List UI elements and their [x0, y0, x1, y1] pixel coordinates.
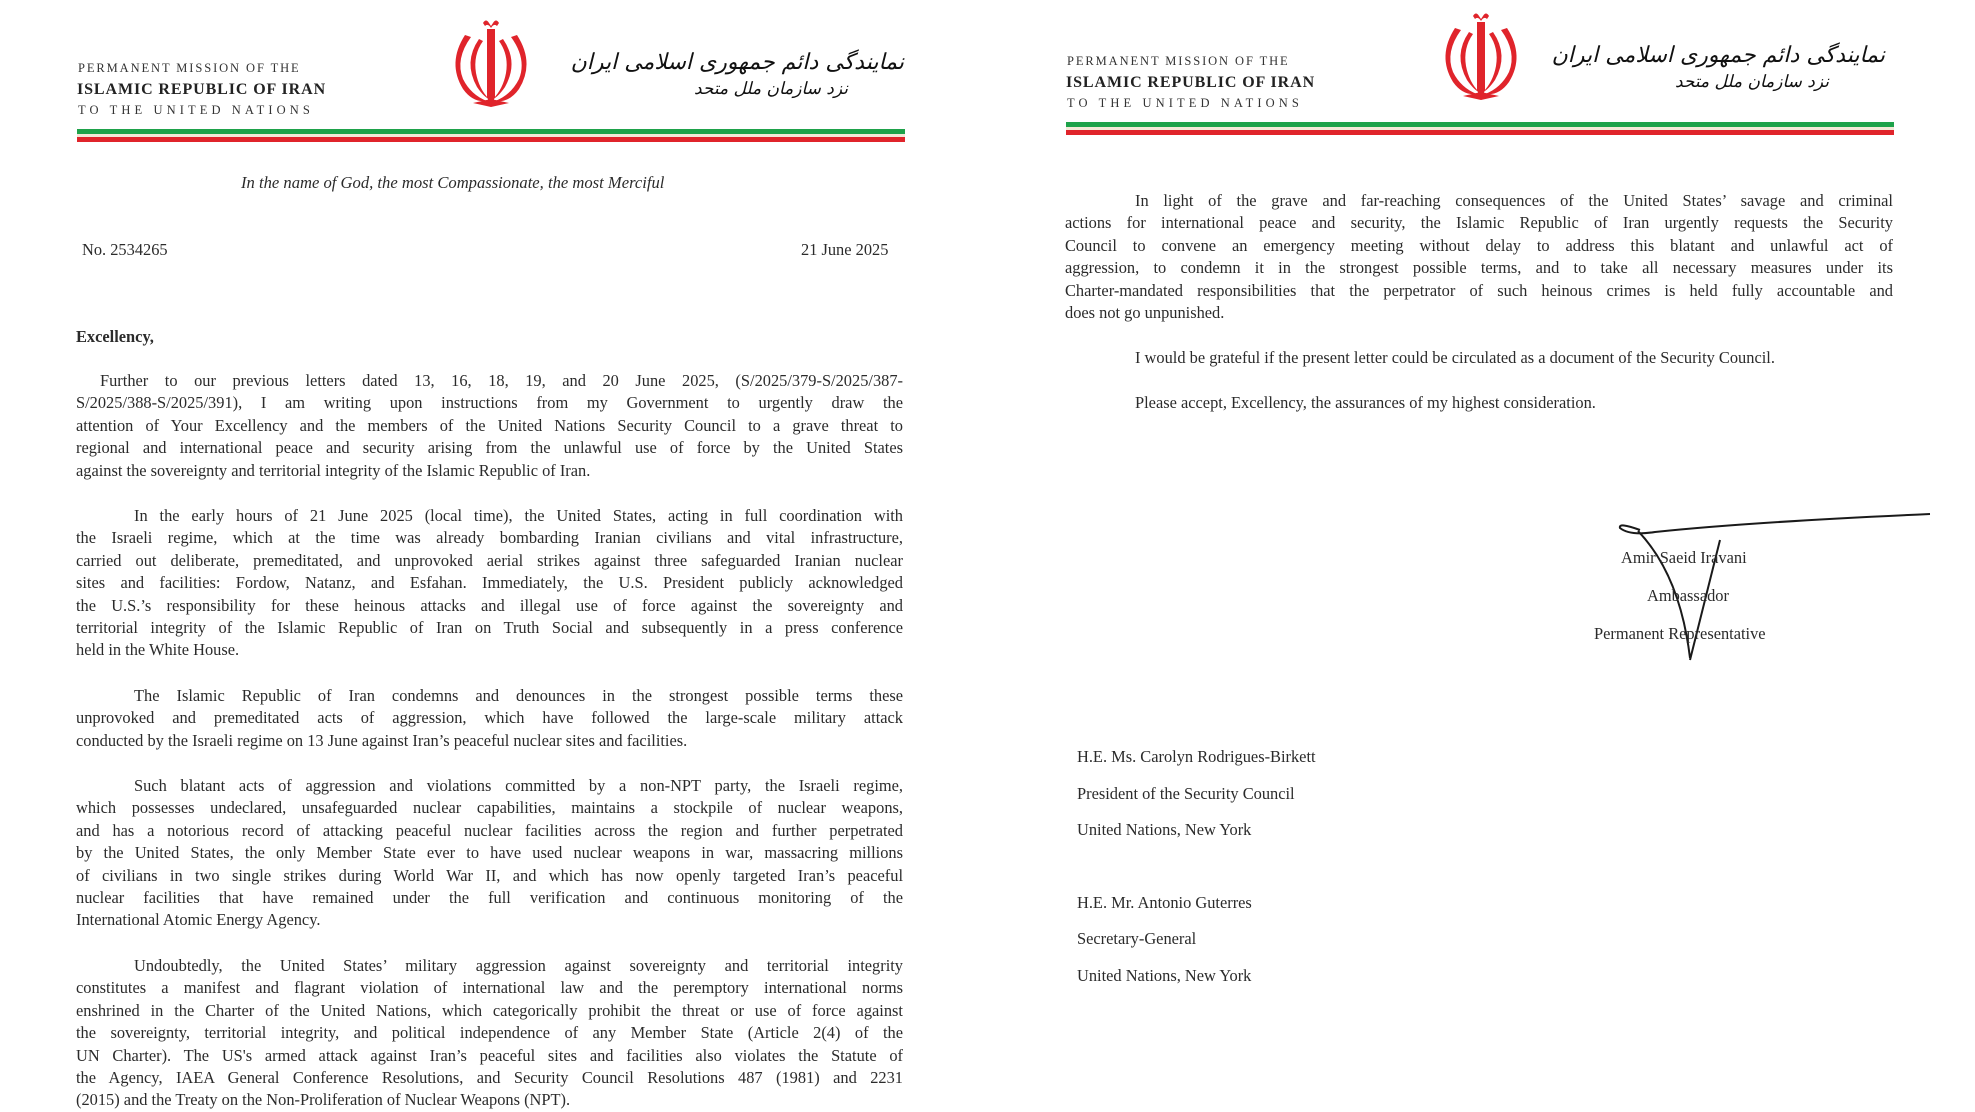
- text-line: the Israeli regime, which at the time was already bombarding Iranian civilians and vital infrastructure,: [76, 528, 903, 548]
- recipient-name: H.E. Ms. Carolyn Rodrigues-Birkett: [1077, 747, 1316, 766]
- recipient-location: United Nations, New York: [1077, 820, 1252, 839]
- letter-page-2: [990, 0, 1975, 1111]
- text-line: by the United States, the only Member State ever to have used nuclear weapons in war, massacring millions: [76, 843, 903, 863]
- flag-stripe-divider: [1066, 122, 1894, 136]
- invocation: In the name of God, the most Compassionate, the most Merciful: [241, 173, 665, 192]
- text-line: constitutes a manifest and flagrant violation of international law and the peremptory international norms: [76, 978, 903, 998]
- iran-emblem-icon: [443, 17, 539, 111]
- text-line: S/2025/388-S/2025/391), I am writing upon instructions from my Government to urgently draw the: [76, 393, 903, 413]
- flag-stripe-divider: [77, 129, 905, 143]
- text-line: aggression, to condemn it in the strongest possible terms, and to take all necessary measures under its: [1065, 258, 1893, 278]
- text-line: the sovereignty, territorial integrity, and political independence of any Member State (Article 2(4) of the: [76, 1023, 903, 1043]
- recipient-location: United Nations, New York: [1077, 966, 1252, 985]
- body-paragraph-7: I would be grateful if the present letter could be circulated as a document of the Security Council.: [1135, 348, 1775, 367]
- letterhead-persian-line-1: نمایندگی دائم جمهوری اسلامی ایران: [570, 50, 904, 75]
- text-line: territorial integrity of the Islamic Republic of Iran on Truth Social and subsequently in a press conference: [76, 617, 903, 637]
- signatory-title: Ambassador: [1647, 586, 1729, 605]
- letterhead-persian-line-1: نمایندگی دائم جمهوری اسلامی ایران: [1551, 43, 1885, 68]
- text-line: and has a notorious record of attacking peaceful nuclear facilities across the region and further perpetrated: [76, 820, 903, 840]
- letterhead-persian-line-2: نزد سازمان ملل متحد: [1674, 72, 1829, 92]
- letterhead-persian-line-2: نزد سازمان ملل متحد: [693, 79, 848, 99]
- text-line: In the early hours of 21 June 2025 (local time), the United States, acting in full coordination with: [134, 506, 903, 525]
- text-line: against the sovereignty and territorial integrity of the Islamic Republic of Iran.: [76, 460, 591, 480]
- salutation: Excellency,: [76, 327, 154, 346]
- text-line: (2015) and the Treaty on the Non-Proliferation of Nuclear Weapons (NPT).: [76, 1090, 571, 1110]
- text-line: the Agency, IAEA General Conference Resolutions, and Security Council Resolutions 487 (1981) and 2231: [76, 1067, 903, 1087]
- text-line: enshrined in the Charter of the United Nations, which categorically prohibit the threat or use of force against: [76, 1000, 903, 1020]
- reference-number: No. 2534265: [82, 240, 168, 259]
- text-line: nuclear facilities that have remained under the full verification and continuous monitoring of the: [76, 887, 903, 907]
- body-paragraph-1: [76, 370, 903, 482]
- text-line: International Atomic Energy Agency.: [76, 910, 321, 930]
- recipient-name: H.E. Mr. Antonio Guterres: [1077, 893, 1252, 912]
- letterhead-line-1: PERMANENT MISSION OF THE: [1067, 54, 1290, 68]
- iran-emblem-icon: [1433, 10, 1529, 104]
- closing-courtesy: Please accept, Excellency, the assurances of my highest consideration.: [1135, 393, 1596, 412]
- signatory-role: Permanent Representative: [1594, 624, 1766, 643]
- text-line: The Islamic Republic of Iran condemns and denounces in the strongest possible terms these: [134, 686, 903, 705]
- body-paragraph-6: [1065, 190, 1893, 324]
- letterhead-line-3: TO THE UNITED NATIONS: [78, 103, 314, 117]
- text-line: Charter-mandated responsibilities that the perpetrator of such heinous crimes is held fully accountable and: [1065, 280, 1893, 300]
- body-paragraph-3: [76, 685, 903, 752]
- text-line: held in the White House.: [76, 640, 240, 660]
- text-line: Undoubtedly, the United States’ military aggression against sovereignty and territorial integrity: [134, 956, 903, 975]
- text-line: actions for international peace and security, the Islamic Republic of Iran urgently requests the Security: [1065, 213, 1893, 233]
- body-paragraph-5: [76, 955, 903, 1112]
- text-line: which possesses undeclared, unsafeguarded nuclear capabilities, maintains a stockpile of nuclear weapons,: [76, 798, 903, 818]
- letterhead-line-2: ISLAMIC REPUBLIC OF IRAN: [1066, 74, 1316, 91]
- text-line: Such blatant acts of aggression and violations committed by a non-NPT party, the Israeli regime,: [134, 776, 903, 795]
- letterhead-line-1: PERMANENT MISSION OF THE: [78, 61, 301, 75]
- letterhead-line-2: ISLAMIC REPUBLIC OF IRAN: [77, 81, 327, 98]
- text-line: sites and facilities: Fordow, Natanz, and Esfahan. Immediately, the U.S. President publicly acknowledged: [76, 573, 903, 593]
- recipient-title: Secretary-General: [1077, 929, 1197, 948]
- text-line: conducted by the Israeli regime on 13 June against Iran’s peaceful nuclear sites and facilities.: [76, 730, 688, 750]
- letterhead-line-3: TO THE UNITED NATIONS: [1067, 96, 1303, 110]
- text-line: UN Charter). The US's armed attack against Iran’s peaceful sites and facilities also violates the Statute of: [76, 1045, 903, 1065]
- body-paragraph-2: [76, 505, 903, 662]
- text-line: regional and international peace and security arising from the unlawful use of force by the United States: [76, 438, 903, 458]
- text-line: does not go unpunished.: [1065, 302, 1225, 322]
- recipient-title: President of the Security Council: [1077, 784, 1295, 803]
- text-line: In light of the grave and far-reaching consequences of the United States’ savage and criminal: [1135, 191, 1893, 210]
- letter-date: 21 June 2025: [801, 240, 889, 259]
- text-line: carried out deliberate, premeditated, and unprovoked aerial strikes against three safeguarded Iranian nuclear: [76, 550, 903, 570]
- text-line: Council to convene an emergency meeting without delay to address this blatant and unlawful act of: [1065, 235, 1893, 255]
- text-line: of civilians in two single strikes during World War II, and which has now openly targeted Iran’s peaceful: [76, 865, 903, 885]
- signatory-name: Amir Saeid Iravani: [1621, 548, 1747, 567]
- text-line: the U.S.’s responsibility for these heinous attacks and illegal use of force against the sovereignty and: [76, 595, 903, 615]
- text-line: unprovoked and premeditated acts of aggression, which have followed the large-scale military attack: [76, 708, 903, 728]
- text-line: Further to our previous letters dated 13, 16, 18, 19, and 20 June 2025, (S/2025/379-S/2025/387-: [100, 371, 903, 390]
- body-paragraph-4: [76, 775, 903, 932]
- text-line: attention of Your Excellency and the members of the United Nations Security Council to a grave threat to: [76, 415, 903, 435]
